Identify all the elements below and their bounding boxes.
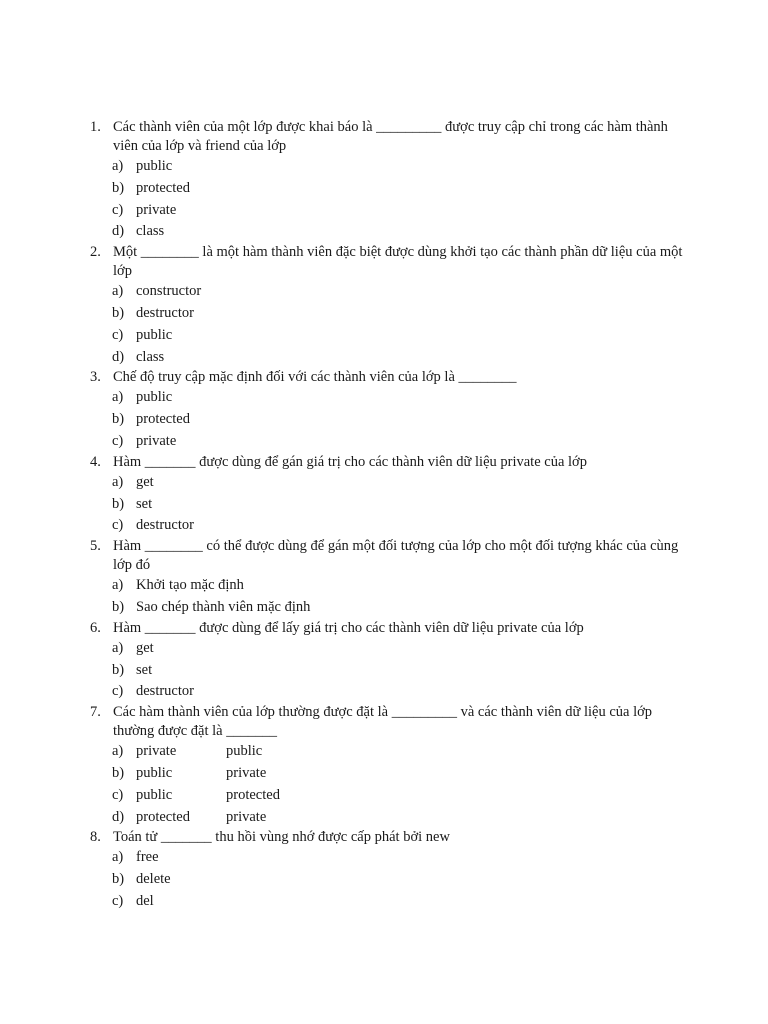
option-text-second: private xyxy=(226,764,267,781)
question-text: Hàm ________ có thể được dùng để gán một đối tượng của lớp cho một đối tượng khác của cùng lớp đó xyxy=(113,538,679,574)
option-text: Khởi tạo mặc định xyxy=(136,577,244,594)
option-text: delete xyxy=(136,871,171,888)
option-letter: b) xyxy=(112,179,125,196)
answer-option xyxy=(90,638,690,660)
option-text: class xyxy=(136,223,165,240)
option-letter: c) xyxy=(112,786,124,803)
option-letter: a) xyxy=(112,577,124,594)
answer-option xyxy=(90,387,690,409)
option-text-second: private xyxy=(226,808,267,825)
option-text: private xyxy=(136,432,177,449)
option-letter: d) xyxy=(112,348,125,365)
option-text: destructor xyxy=(136,683,194,700)
question-1-line xyxy=(90,118,690,156)
option-text: del xyxy=(136,892,154,909)
option-letter: b) xyxy=(112,411,125,428)
option-letter: b) xyxy=(112,304,125,321)
option-letter: b) xyxy=(112,495,125,512)
option-letter: a) xyxy=(112,283,124,300)
answer-option xyxy=(90,494,690,516)
option-letter: d) xyxy=(112,223,125,240)
option-text: constructor xyxy=(136,283,202,300)
answer-option xyxy=(90,325,690,347)
answer-option xyxy=(90,807,690,829)
option-text: private xyxy=(136,201,177,218)
option-letter: c) xyxy=(112,892,124,909)
answer-option xyxy=(90,660,690,682)
option-letter: a) xyxy=(112,158,124,174)
option-letter: b) xyxy=(112,598,125,615)
option-text: public xyxy=(136,764,173,781)
answer-option xyxy=(90,681,690,703)
answer-option xyxy=(90,597,690,619)
question-6 xyxy=(90,619,690,703)
option-letter: c) xyxy=(112,432,124,449)
answer-option xyxy=(90,303,690,325)
question-text: Các thành viên của một lớp được khai báo là _________ được truy cập chỉ trong các hàm thành viên của lớp và friend của lớp xyxy=(113,119,668,154)
option-text: class xyxy=(136,348,165,365)
option-text: private xyxy=(136,743,177,760)
option-letter: c) xyxy=(112,201,124,218)
question-3-line xyxy=(90,368,690,387)
question-5 xyxy=(90,537,690,619)
question-1 xyxy=(90,118,690,243)
answer-option xyxy=(90,763,690,785)
option-letter: a) xyxy=(112,639,124,656)
option-text-second: protected xyxy=(226,786,280,803)
option-text: protected xyxy=(136,179,190,196)
option-text: public xyxy=(136,158,173,174)
option-text: get xyxy=(136,473,154,490)
question-list xyxy=(90,118,690,913)
option-letter: a) xyxy=(112,473,124,490)
question-number: 5. xyxy=(90,538,101,555)
answer-option xyxy=(90,869,690,891)
question-4 xyxy=(90,453,690,537)
question-2 xyxy=(90,243,690,368)
option-letter: b) xyxy=(112,661,125,678)
answer-option xyxy=(90,431,690,453)
option-text-second: public xyxy=(226,743,263,760)
answer-option xyxy=(90,472,690,494)
question-5-line xyxy=(90,537,690,575)
option-letter: c) xyxy=(112,683,124,700)
question-4-line xyxy=(90,453,690,472)
question-8 xyxy=(90,828,690,912)
question-text: Các hàm thành viên của lớp thường được đặt là _________ và các thành viên dữ liệu của lớp thường được đặt là _______ xyxy=(113,704,653,740)
answer-option xyxy=(90,785,690,807)
option-letter: a) xyxy=(112,743,124,760)
answer-option xyxy=(90,281,690,303)
answer-option xyxy=(90,178,690,200)
answer-option xyxy=(90,200,690,222)
answer-option xyxy=(90,347,690,369)
question-number: 3. xyxy=(90,369,101,386)
question-number: 2. xyxy=(90,244,101,261)
question-2-line xyxy=(90,243,690,281)
question-8-line xyxy=(90,828,690,847)
question-number: 6. xyxy=(90,619,101,636)
answer-option xyxy=(90,409,690,431)
question-text: Chế độ truy cập mặc định đối với các thành viên của lớp là ________ xyxy=(113,369,517,386)
question-number: 8. xyxy=(90,829,101,846)
question-text: Hàm _______ được dùng để gán giá trị cho các thành viên dữ liệu private của lớp xyxy=(113,453,587,470)
question-text: Một ________ là một hàm thành viên đặc biệt được dùng khởi tạo các thành phần dữ liệu của một lớp xyxy=(113,244,683,280)
question-number: 7. xyxy=(90,704,101,721)
question-7 xyxy=(90,703,690,828)
option-letter: c) xyxy=(112,326,124,343)
option-text: free xyxy=(136,849,159,866)
question-7-line xyxy=(90,703,690,741)
answer-option xyxy=(90,515,690,537)
question-6-line xyxy=(90,619,690,638)
question-text: Toán tử _______ thu hồi vùng nhớ được cấp phát bởi new xyxy=(113,829,450,846)
answer-option xyxy=(90,221,690,243)
option-text: public xyxy=(136,326,173,343)
answer-option xyxy=(90,741,690,763)
question-text: Hàm _______ được dùng để lấy giá trị cho các thành viên dữ liệu private của lớp xyxy=(113,619,584,636)
option-text: set xyxy=(136,495,153,512)
answer-option xyxy=(90,156,690,178)
option-text: Sao chép thành viên mặc định xyxy=(136,598,311,615)
option-text: set xyxy=(136,661,153,678)
option-text: protected xyxy=(136,411,190,428)
option-text: get xyxy=(136,639,154,656)
option-text: public xyxy=(136,786,173,803)
option-text: destructor xyxy=(136,304,194,321)
option-letter: a) xyxy=(112,849,124,866)
option-letter: b) xyxy=(112,871,125,888)
answer-option xyxy=(90,891,690,913)
option-letter: d) xyxy=(112,808,125,825)
option-letter: c) xyxy=(112,517,124,534)
question-number: 4. xyxy=(90,453,101,470)
answer-option xyxy=(90,575,690,597)
option-letter: b) xyxy=(112,764,125,781)
option-text: protected xyxy=(136,808,190,825)
question-number: 1. xyxy=(90,119,101,135)
question-3 xyxy=(90,368,690,452)
option-letter: a) xyxy=(112,389,124,406)
option-text: destructor xyxy=(136,517,194,534)
option-text: public xyxy=(136,389,173,406)
answer-option xyxy=(90,847,690,869)
